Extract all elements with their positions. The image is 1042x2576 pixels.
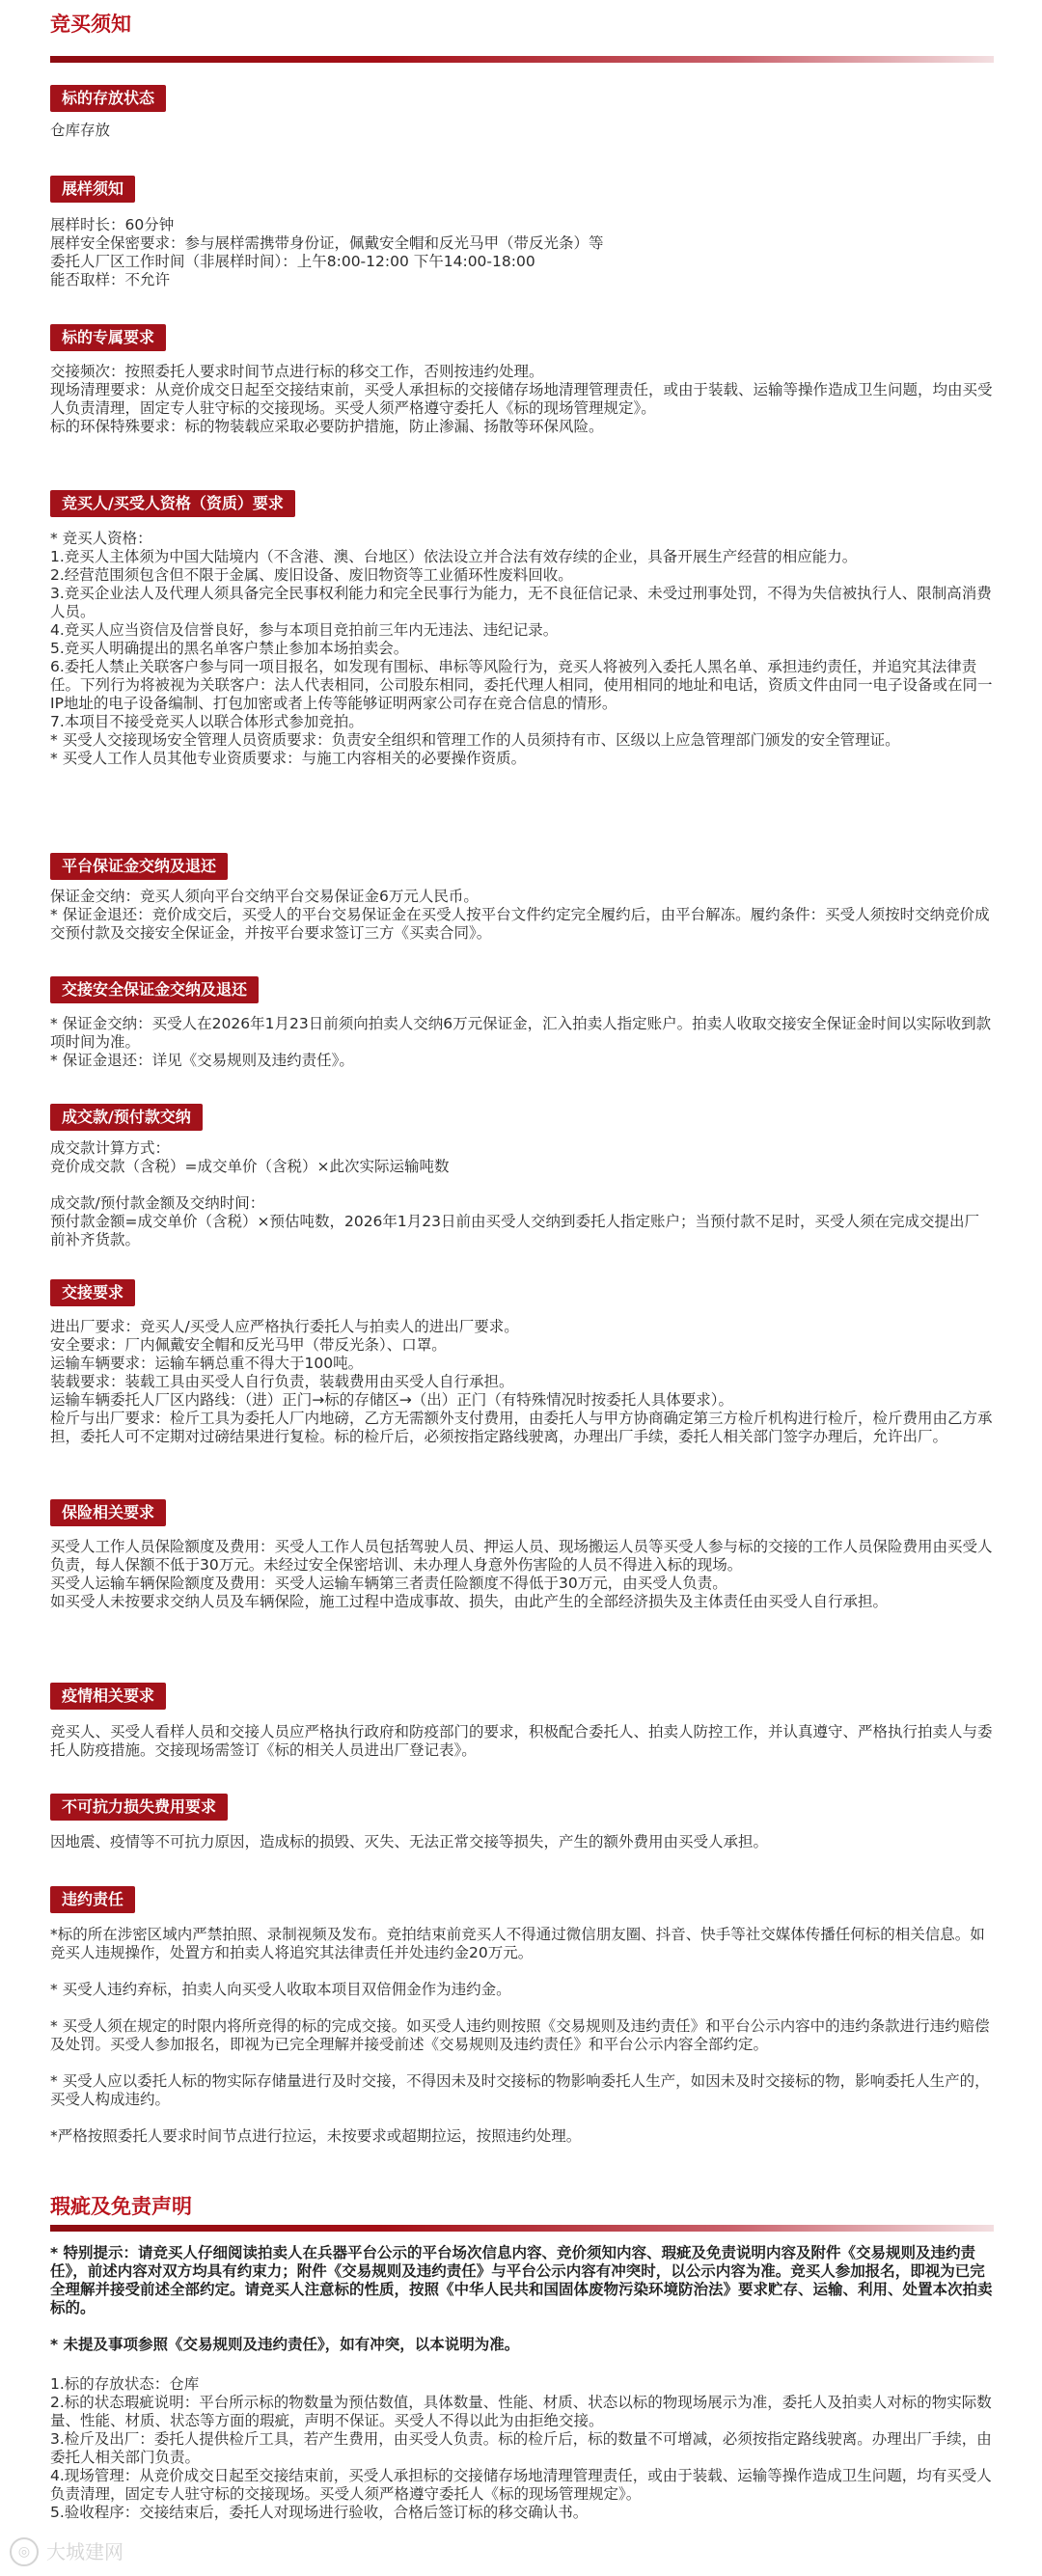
section-line: * 买受人须在规定的时限内将所竞得的标的完成交接。如买受人违约则按照《交易规则及违约责任》和平台公示内容中的违约条款进行违约赔偿及处罚。买受人参加报名，即视为已完全理解并接受前述《交易规则及违约责任》和平台公示内容全部约定。 bbox=[50, 2017, 990, 2053]
disclaimer-title: 瑕疵及免责声明 bbox=[50, 2195, 192, 2218]
section-line bbox=[50, 1176, 994, 1194]
watermark bbox=[10, 2535, 123, 2568]
section-body bbox=[50, 363, 994, 436]
section-line: 装载要求：装载工具由买受人自行负责，装载费用由买受人自行承担。 bbox=[50, 1373, 514, 1390]
section-line bbox=[50, 2054, 994, 2072]
section-line: 展样安全保密要求：参与展样需携带身份证，佩戴安全帽和反光马甲（带反光条）等 bbox=[50, 234, 604, 252]
auction-notice-title: 竞买须知 bbox=[50, 13, 131, 36]
section-line: 委托人厂区工作时间（非展样时间）：上午8:00-12:00 下午14:00-18:00 bbox=[50, 253, 535, 270]
section-line: * 保证金退还：详见《交易规则及违约责任》。 bbox=[50, 1052, 354, 1069]
watermark-text: 大城建网 bbox=[46, 2540, 123, 2563]
section-line: 预付款金额=成交单价（含税）×预估吨数，2026年1月23日前由买受人交纳到委托人指定账户；当预付款不足时，买受人须在完成交提出厂前补齐货款。 bbox=[50, 1213, 980, 1248]
section-line: 成交款/预付款金额及交纳时间： bbox=[50, 1194, 265, 1212]
section-line: 交接频次：按照委托人要求时间节点进行标的移交工作，否则按违约处理。 bbox=[50, 363, 544, 380]
watermark-logo-icon: ◎ bbox=[10, 2537, 39, 2566]
disclaimer-body bbox=[50, 2375, 994, 2522]
section-body bbox=[50, 1538, 994, 1611]
section-line: * 买受人应以委托人标的物实际存储量进行及时交接，不得因未及时交接标的物影响委托人生产，如因未及时交接标的物，影响委托人生产的，买受人构成违约。 bbox=[50, 2072, 990, 2108]
section-label: 竞买人/买受人资格（资质）要求 bbox=[50, 490, 295, 517]
section-line: * 买受人交接现场安全管理人员资质要求：负责安全组织和管理工作的人员须持有市、区级以上应急管理部门颁发的安全管理证。 bbox=[50, 731, 900, 749]
section-line: 运输车辆委托人厂区内路线：（进）正门→标的存储区→（出）正门（有特殊情况时按委托人具体要求）。 bbox=[50, 1391, 733, 1409]
section-body bbox=[50, 1926, 994, 2146]
section-line: 能否取样：不允许 bbox=[50, 271, 171, 288]
disclaimer-line: 3.检斤及出厂：委托人提供检斤工具，若产生费用，由买受人负责。标的检斤后，标的数量不可增减，必须按指定路线驶离。办理出厂手续，由委托人相关部门负责。 bbox=[50, 2430, 992, 2466]
section-body bbox=[50, 1723, 994, 1760]
section-label: 平台保证金交纳及退还 bbox=[50, 853, 228, 880]
section-line: 现场清理要求：从竞价成交日起至交接结束前，买受人承担标的交接储存场地清理管理责任，或由于装载、运输等操作造成卫生问题，均由买受人负责清理，固定专人驻守标的交接现场。买受人须严格遵守委托人《标的现场管理规定》。 bbox=[50, 381, 993, 417]
section-label: 标的存放状态 bbox=[50, 85, 166, 112]
section-line: 检斤与出厂要求：检斤工具为委托人厂内地磅，乙方无需额外支付费用，由委托人与甲方协商确定第三方检斤机构进行检斤，检斤费用由乙方承担，委托人可不定期对过磅结果进行复检。标的检斤后，必须按指定路线驶离，办理出厂手续，委托人相关部门签字办理后，允许出厂。 bbox=[50, 1410, 993, 1445]
section-body bbox=[50, 888, 994, 943]
section-line: 成交款计算方式： bbox=[50, 1139, 171, 1157]
section-line: * 保证金交纳：买受人在2026年1月23日前须向拍卖人交纳6万元保证金，汇入拍卖人指定账户。拍卖人收取交接安全保证金时间以实际收到款项时间为准。 bbox=[50, 1015, 992, 1051]
section-body bbox=[50, 1139, 994, 1249]
disclaimer-line: 2.标的状态瑕疵说明：平台所示标的物数量为预估数值，具体数量、性能、材质、状态以标的物现场展示为准，委托人及拍卖人对标的物实际数量、性能、材质、状态等方面的瑕疵，声明不保证。买受人不得以此为由拒绝交接。 bbox=[50, 2394, 992, 2429]
section-label: 违约责任 bbox=[50, 1886, 135, 1913]
section-line: *严格按照委托人要求时间节点进行拉运，未按要求或超期拉运，按照违约处理。 bbox=[50, 2127, 582, 2145]
section-line: 保证金交纳：竞买人须向平台交纳平台交易保证金6万元人民币。 bbox=[50, 888, 479, 905]
section-body bbox=[50, 1833, 994, 1851]
section-line: 4.竞买人应当资信及信誉良好，参与本项目竞拍前三年内无违法、违纪记录。 bbox=[50, 621, 559, 639]
section-line: * 保证金退还：竞价成交后，买受人的平台交易保证金在买受人按平台文件约定完全履约后，由平台解冻。履约条件：买受人须按时交纳竞价成交预付款及交接安全保证金，并按平台要求签订三方《买卖合同》。 bbox=[50, 906, 990, 942]
section-line: 6.委托人禁止关联客户参与同一项目报名，如发现有围标、串标等风险行为，竞买人将被列入委托人黑名单、承担违约责任，并追究其法律责任。下列行为将被视为关联客户：法人代表相同，公司股东相同，委托代理人相同，使用相同的地址和电话，资质文件由同一电子设备或在同一IP地址的电子设备编制、打包加密或者上传等能够证明两家公司存在竞合信息的情形。 bbox=[50, 658, 993, 712]
section-label: 标的专属要求 bbox=[50, 324, 166, 351]
section-line: 3.竞买企业法人及代理人须具备完全民事权利能力和完全民事行为能力，无不良征信记录、未受过刑事处罚，不得为失信被执行人、限制高消费人员。 bbox=[50, 585, 992, 620]
title-divider bbox=[50, 56, 994, 63]
section-line: 买受人运输车辆保险额度及费用：买受人运输车辆第三者责任险额度不得低于30万元，由买受人负责。 bbox=[50, 1575, 727, 1592]
section-line: *标的所在涉密区域内严禁拍照、录制视频及发布。竞拍结束前竞买人不得通过微信朋友圈、抖音、快手等社交媒体传播任何标的相关信息。如竞买人违规操作，处置方和拍卖人将追究其法律责任并处违约金20万元。 bbox=[50, 1926, 985, 1961]
section-body bbox=[50, 216, 994, 289]
section-body bbox=[50, 1015, 994, 1070]
section-label: 疫情相关要求 bbox=[50, 1683, 166, 1710]
section-label: 保险相关要求 bbox=[50, 1499, 166, 1526]
disclaimer-notice bbox=[50, 2244, 994, 2354]
notice-line: * 未提及事项参照《交易规则及违约责任》，如有冲突，以本说明为准。 bbox=[50, 2336, 520, 2353]
section-line: 仓库存放 bbox=[50, 122, 111, 139]
section-line: 5.竞买人明确提出的黑名单客户禁止参加本场拍卖会。 bbox=[50, 640, 409, 657]
section-line: 进出厂要求：竞买人/买受人应严格执行委托人与拍卖人的进出厂要求。 bbox=[50, 1318, 519, 1335]
section-label: 不可抗力损失费用要求 bbox=[50, 1794, 228, 1821]
disclaimer-line: 1.标的存放状态：仓库 bbox=[50, 2375, 200, 2393]
section-line: 展样时长：60分钟 bbox=[50, 216, 175, 233]
section-line: 买受人工作人员保险额度及费用：买受人工作人员包括驾驶人员、押运人员、现场搬运人员等买受人参与标的交接的工作人员保险费用由买受人负责，每人保额不低于30万元。未经过安全保密培训、未办理人身意外伤害险的人员不得进入标的现场。 bbox=[50, 1538, 993, 1574]
section-line: * 买受人违约弃标，拍卖人向买受人收取本项目双倍佣金作为违约金。 bbox=[50, 1981, 511, 1998]
section-body bbox=[50, 1318, 994, 1446]
section-line bbox=[50, 1962, 994, 1981]
section-line bbox=[50, 1999, 994, 2017]
section-line: * 买受人工作人员其他专业资质要求：与施工内容相关的必要操作资质。 bbox=[50, 750, 527, 767]
disclaimer-divider bbox=[50, 2225, 994, 2232]
section-line bbox=[50, 2109, 994, 2127]
section-line: 2.经营范围须包含但不限于金属、废旧设备、废旧物资等工业循环性废料回收。 bbox=[50, 566, 573, 584]
section-line: 7.本项目不接受竞买人以联合体形式参加竞拍。 bbox=[50, 713, 364, 730]
section-label: 交接安全保证金交纳及退还 bbox=[50, 976, 259, 1003]
section-label: 展样须知 bbox=[50, 176, 135, 203]
notice-line: * 特别提示：请竞买人仔细阅读拍卖人在兵器平台公示的平台场次信息内容、竞价须知内容、瑕疵及免责说明内容及附件《交易规则及违约责任》，前述内容对双方均具有约束力；附件《交易规则及违约责任》与平台公示内容有冲突时，以公示内容为准。竞买人参加报名，即视为已完全理解并接受前述全部约定。请竞买人注意标的性质，按照《中华人民共和国固体废物污染环境防治法》要求贮存、运输、利用、处置本次拍卖标的。 bbox=[50, 2244, 993, 2316]
disclaimer-line: 5.验收程序：交接结束后，委托人对现场进行验收，合格后签订标的移交确认书。 bbox=[50, 2504, 589, 2521]
section-line: 1.竞买人主体须为中国大陆境内（不含港、澳、台地区）依法设立并合法有效存续的企业，具备开展生产经营的相应能力。 bbox=[50, 548, 858, 565]
notice-line bbox=[50, 2317, 994, 2336]
section-line: 运输车辆要求：运输车辆总重不得大于100吨。 bbox=[50, 1355, 364, 1372]
section-line: 如买受人未按要求交纳人员及车辆保险，施工过程中造成事故、损失，由此产生的全部经济损失及主体责任由买受人自行承担。 bbox=[50, 1593, 889, 1610]
section-line: 因地震、疫情等不可抗力原因，造成标的损毁、灭失、无法正常交接等损失，产生的额外费用由买受人承担。 bbox=[50, 1833, 769, 1850]
section-line: 竞价成交款（含税）=成交单价（含税）×此次实际运输吨数 bbox=[50, 1158, 450, 1175]
section-line: * 竞买人资格： bbox=[50, 530, 152, 547]
section-label: 成交款/预付款交纳 bbox=[50, 1104, 203, 1131]
section-line: 竞买人、买受人看样人员和交接人员应严格执行政府和防疫部门的要求，积极配合委托人、拍卖人防控工作，并认真遵守、严格执行拍卖人与委托人防疫措施。交接现场需签订《标的相关人员进出厂登记表》。 bbox=[50, 1723, 993, 1759]
section-line: 标的环保特殊要求：标的物装载应采取必要防护措施，防止渗漏、扬散等环保风险。 bbox=[50, 418, 604, 435]
section-label: 交接要求 bbox=[50, 1279, 135, 1306]
section-body bbox=[50, 122, 994, 140]
disclaimer-line: 4.现场管理：从竞价成交日起至交接结束前，买受人承担标的交接储存场地清理管理责任，或由于装载、运输等操作造成卫生问题，均有买受人负责清理，固定专人驻守标的交接现场。买受人须严格遵守委托人《标的现场管理规定》。 bbox=[50, 2467, 992, 2503]
section-line: 安全要求：厂内佩戴安全帽和反光马甲（带反光条）、口罩。 bbox=[50, 1336, 447, 1354]
section-body bbox=[50, 530, 994, 768]
